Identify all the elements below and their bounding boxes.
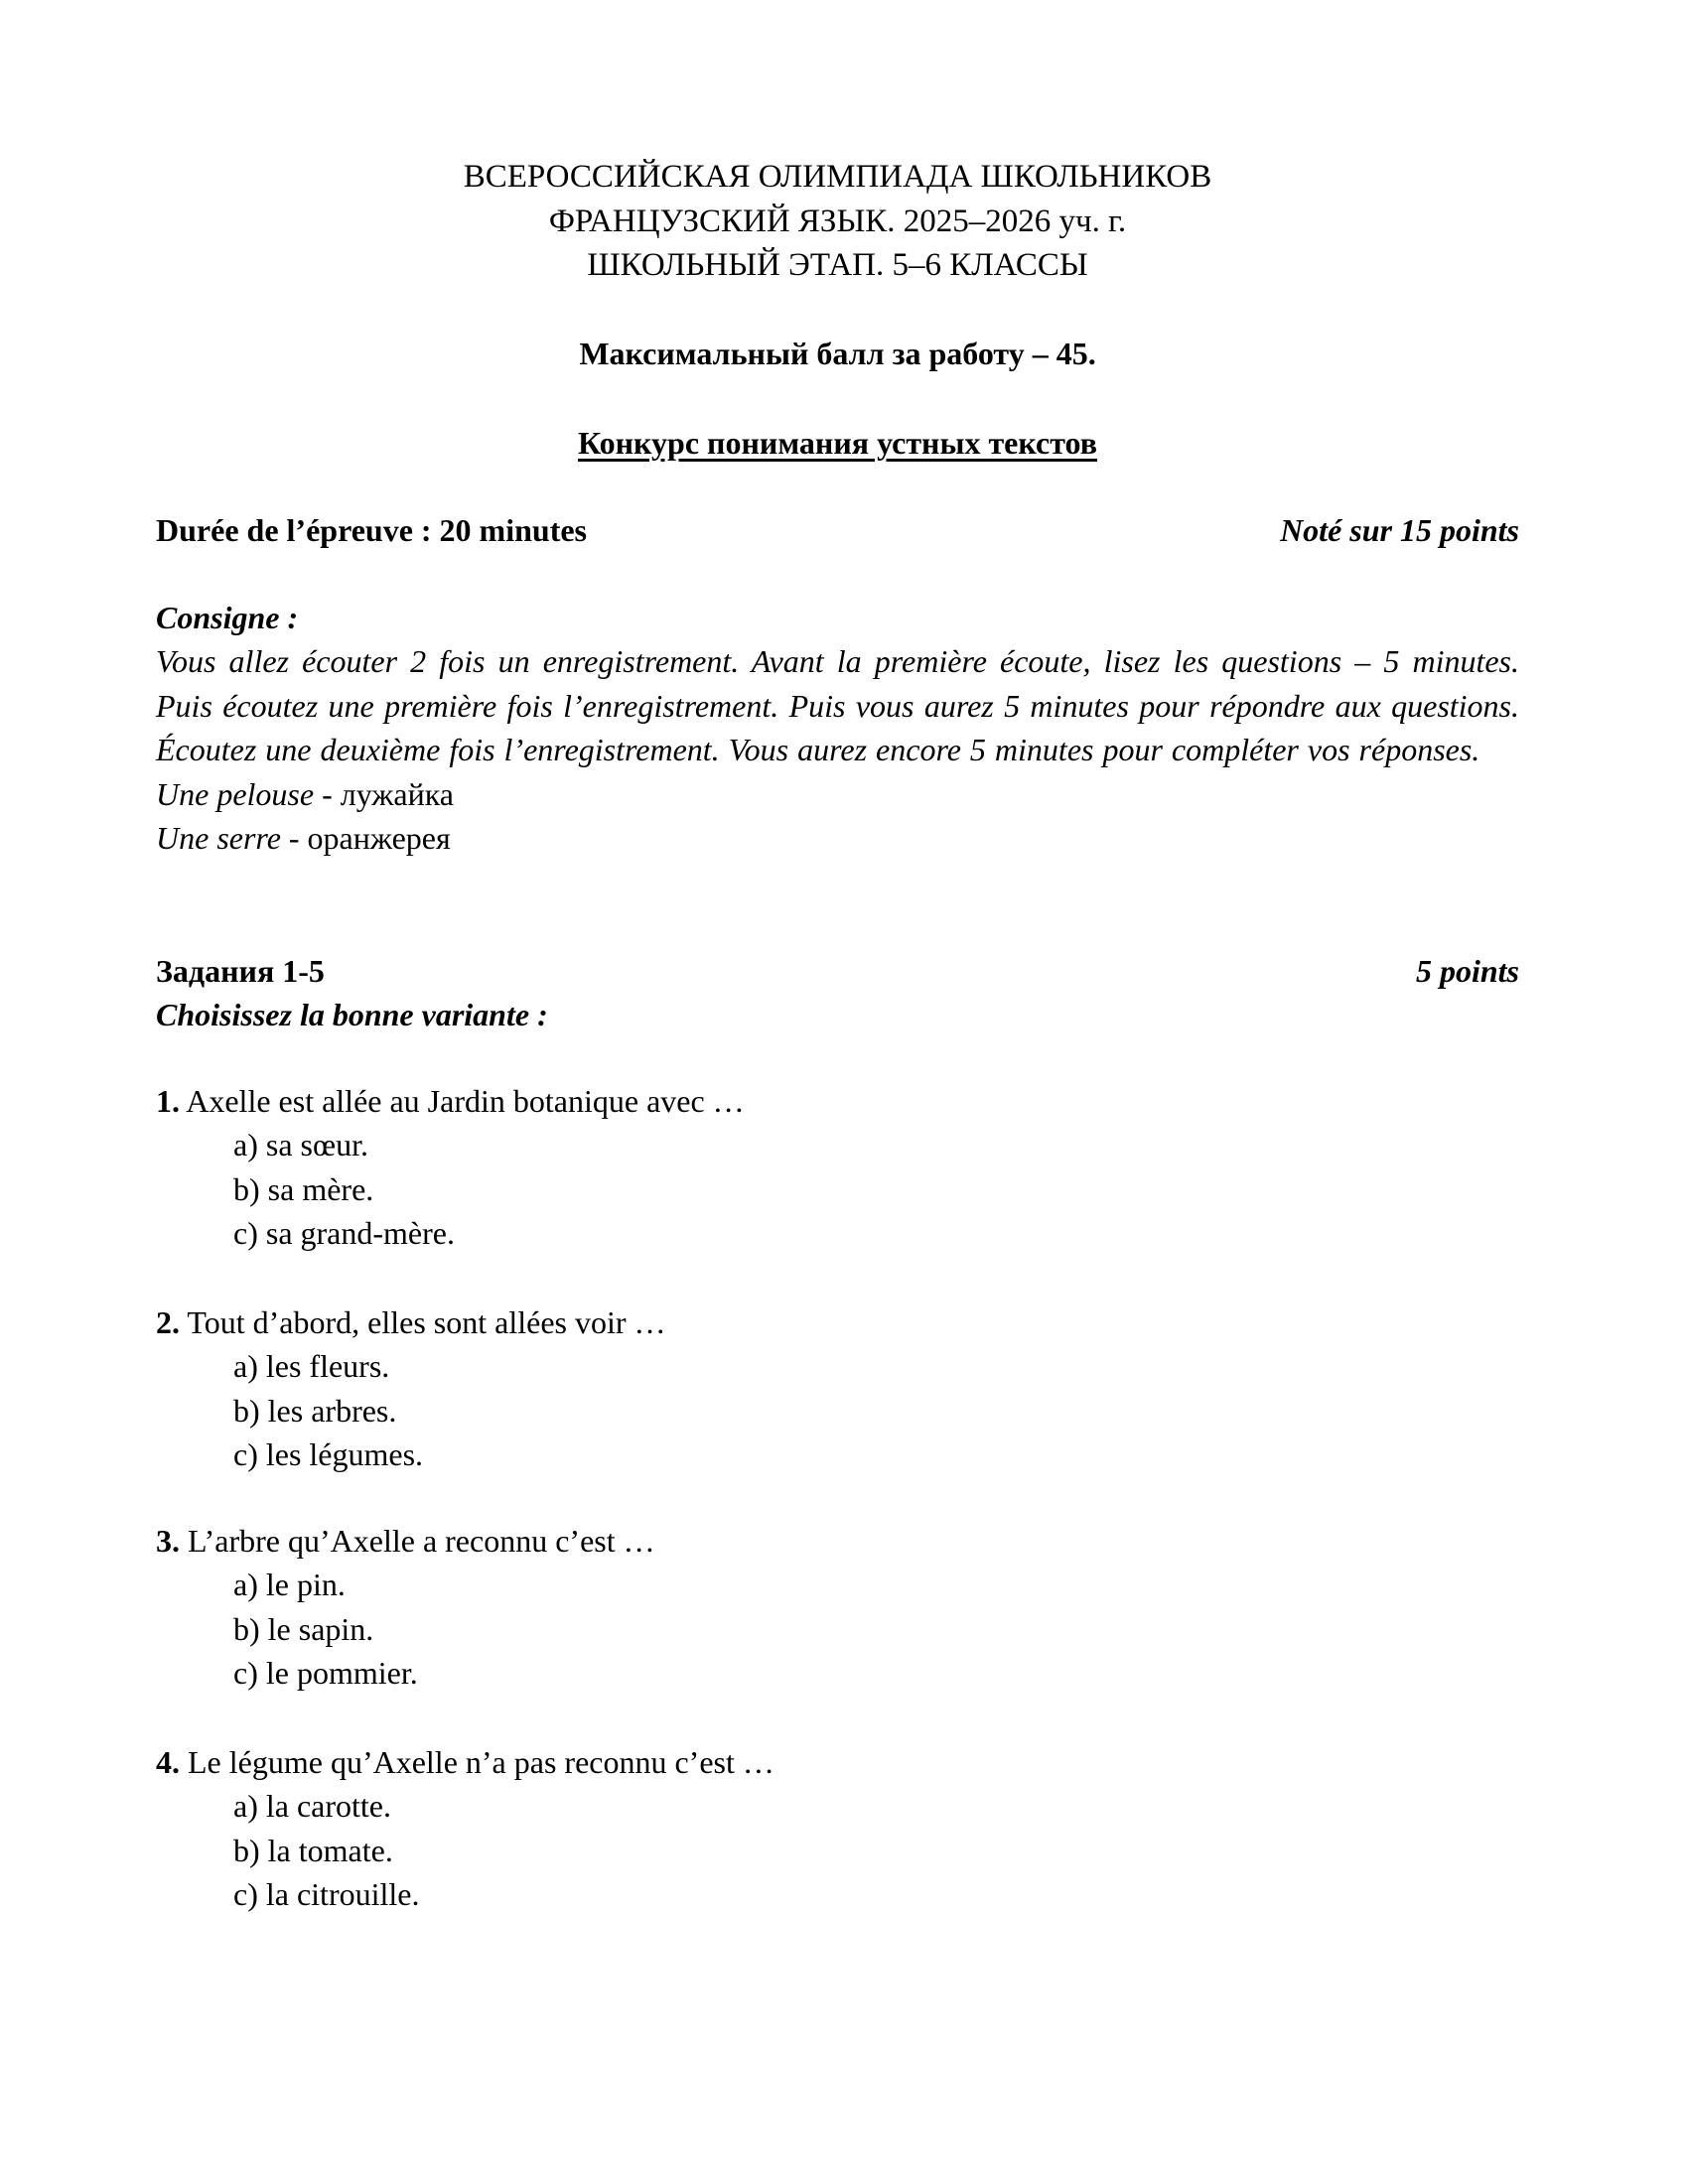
answer-options xyxy=(156,1784,1519,1916)
tasks-instruction: Choisissez la bonne variante : xyxy=(156,997,548,1032)
tasks-points: 5 points xyxy=(1415,953,1519,989)
section-title xyxy=(156,421,1519,465)
vocab-item xyxy=(156,816,1519,860)
vocab-french: Une pelouse xyxy=(156,775,315,812)
answer-option-b: b) les arbres. xyxy=(233,1392,397,1429)
answer-option-b: b) la tomate. xyxy=(233,1832,393,1868)
answer-option-b: b) sa mère. xyxy=(233,1170,374,1207)
vocab-separator: - xyxy=(314,775,341,812)
vocab-french: Une serre xyxy=(156,820,281,857)
answer-option-c: c) sa grand-mère. xyxy=(233,1215,455,1252)
question-stem xyxy=(156,1740,1519,1784)
vocab-separator: - xyxy=(280,820,308,857)
question-number: 2. xyxy=(156,1304,180,1340)
answer-option-a: a) la carotte. xyxy=(233,1788,391,1825)
question-3 xyxy=(156,1519,1519,1696)
instructions-title: Consigne : xyxy=(156,600,299,635)
answer-options xyxy=(156,1563,1519,1695)
question-4 xyxy=(156,1740,1519,1917)
total-points: Noté sur 15 points xyxy=(1280,512,1519,548)
question-2 xyxy=(156,1300,1519,1477)
answer-option-c: c) la citrouille. xyxy=(233,1876,420,1913)
vocab-russian: лужайка xyxy=(340,775,454,812)
question-number: 1. xyxy=(156,1083,180,1119)
answer-option-a: a) les fleurs. xyxy=(233,1348,390,1385)
tasks-title: Задания 1-5 xyxy=(156,953,325,989)
duration-row xyxy=(156,508,1519,552)
question-text: L’arbre qu’Axelle a reconnu c’est … xyxy=(180,1523,655,1559)
header-olympiad-title: ВСЕРОССИЙСКАЯ ОЛИМПИАДА ШКОЛЬНИКОВ xyxy=(463,159,1212,195)
answer-options xyxy=(156,1123,1519,1255)
instructions-block xyxy=(156,596,1519,860)
duration-label: Durée de l’épreuve : 20 minutes xyxy=(156,512,587,548)
question-stem xyxy=(156,1519,1519,1563)
document-header xyxy=(156,155,1519,288)
tasks-header xyxy=(156,949,1519,993)
vocab-item xyxy=(156,772,1519,816)
question-1 xyxy=(156,1079,1519,1256)
question-number: 3. xyxy=(156,1523,180,1559)
question-text: Le légume qu’Axelle n’a pas reconnu c’est … xyxy=(180,1744,774,1780)
max-score: Максимальный балл за работу – 45. xyxy=(579,336,1096,371)
answer-option-b: b) le sapin. xyxy=(233,1610,374,1647)
question-text: Axelle est allée au Jardin botanique avec … xyxy=(180,1083,745,1119)
header-stage-grades: ШКОЛЬНЫЙ ЭТАП. 5–6 КЛАССЫ xyxy=(587,247,1088,283)
question-text: Tout d’abord, elles sont allées voir … xyxy=(180,1304,666,1340)
question-number: 4. xyxy=(156,1744,180,1780)
question-stem xyxy=(156,1300,1519,1344)
answer-option-c: c) les légumes. xyxy=(233,1436,424,1473)
answer-option-a: a) sa sœur. xyxy=(233,1127,368,1163)
answer-option-c: c) le pommier. xyxy=(233,1655,418,1692)
vocab-russian: оранжерея xyxy=(307,820,451,857)
answer-option-a: a) le pin. xyxy=(233,1567,346,1603)
header-subject-year: ФРАНЦУЗСКИЙ ЯЗЫК. 2025–2026 уч. г. xyxy=(548,203,1127,239)
answer-options xyxy=(156,1344,1519,1476)
question-stem xyxy=(156,1079,1519,1123)
section-title-text: Конкурс понимания устных текстов xyxy=(577,425,1097,461)
instructions-body: Vous allez écouter 2 fois un enregistrement. Avant la première écoute, lisez les questions – 5 minutes. Puis écoutez une première fois l’enregistrement. Puis vous aurez 5 minutes pour répondre aux questions. Écoutez une deuxième fois l’enregistrement. Vous aurez encore 5 minutes pour compléter vos réponses. xyxy=(156,643,1519,768)
